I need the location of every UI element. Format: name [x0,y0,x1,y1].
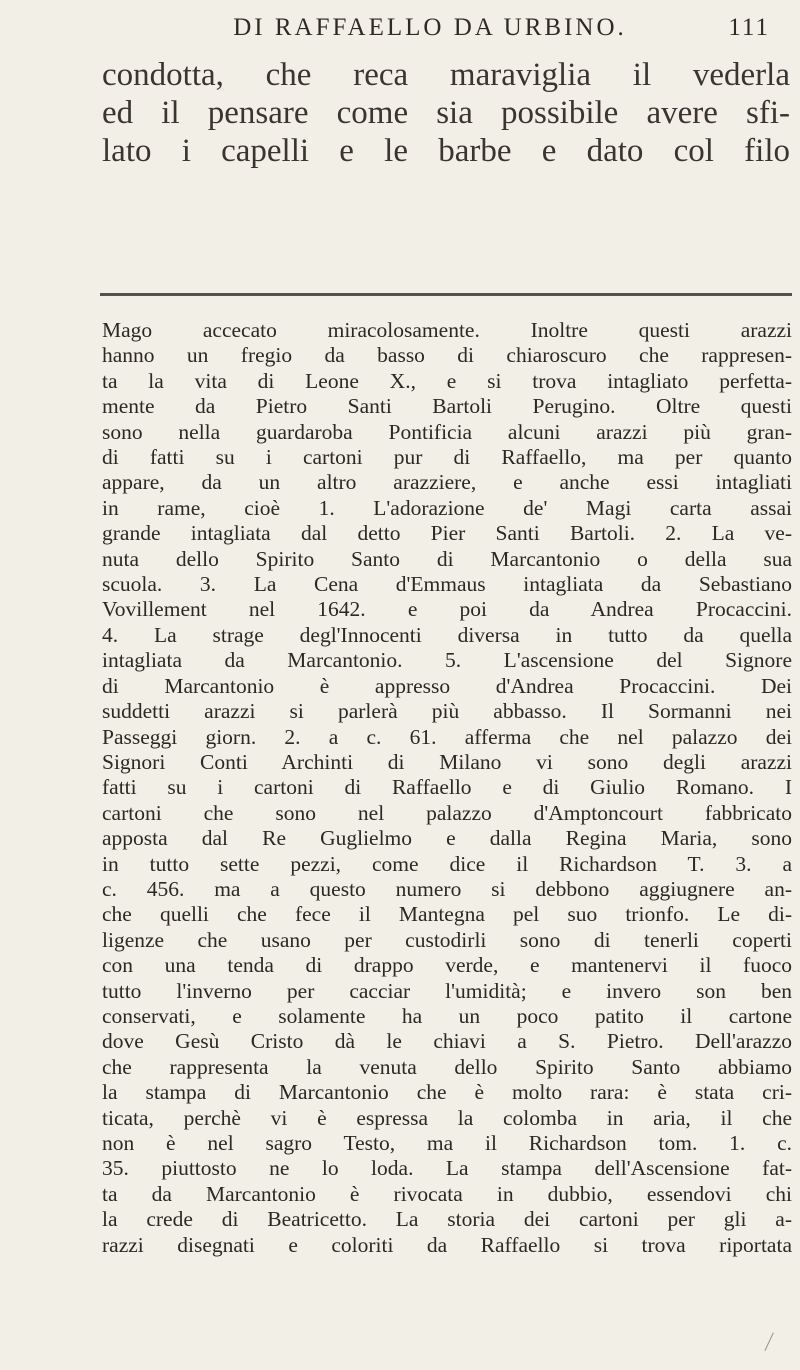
footnote-line: hanno un fregio da basso di chiaroscuro che rappresen- [102,343,792,368]
footnote-line: la crede di Beatricetto. La storia dei cartoni per gli a- [102,1207,792,1232]
running-title: DI RAFFAELLO DA URBINO. [233,14,627,41]
footnote-line: suddetti arazzi si parlerà più abbasso. Il Sormanni nei [102,699,792,724]
footnote-line: con una tenda di drappo verde, e mantenervi il fuoco [102,953,792,978]
footnote-line: razzi disegnati e coloriti da Raffaello si trova riportata [102,1232,792,1257]
footnote-line: che rappresenta la venuta dello Spirito Santo abbiamo [102,1054,792,1079]
footnote-line: nuta dello Spirito Santo di Marcantonio o della sua [102,546,792,571]
main-text-line: ed il pensare come sia possibile avere sfi- [102,95,790,131]
footnote-line: dove Gesù Cristo dà le chiavi a S. Pietro. Dell'arazzo [102,1029,792,1054]
main-text-line: condotta, che reca maraviglia il vederla [102,57,790,93]
footnote-line: conservati, e solamente ha un poco patito il cartone [102,1003,792,1028]
footnote-line: grande intagliata dal detto Pier Santi Bartoli. 2. La ve- [102,521,792,546]
footnote-text [102,318,792,1258]
footnote-line: 4. La strage degl'Innocenti diversa in tutto da quella [102,622,792,647]
footnote-line: Vovillement nel 1642. e poi da Andrea Procaccini. [102,597,792,622]
footnote-line: in tutto sette pezzi, come dice il Richardson T. 3. a [102,851,792,876]
footnote-line: che quelli che fece il Mantegna pel suo trionfo. Le di- [102,902,792,927]
footnote-line: di fatti su i cartoni pur di Raffaello, ma per quanto [102,445,792,470]
running-head [90,14,770,48]
footnote-line: in rame, cioè 1. L'adorazione de' Magi carta assai [102,495,792,520]
footnote-line: mente da Pietro Santi Bartoli Perugino. Oltre questi [102,394,792,419]
pencil-mark [757,1329,774,1351]
page-number: 111 [728,14,770,41]
footnote-line: intagliata da Marcantonio. 5. L'ascensione del Signore [102,648,792,673]
footnote-line: di Marcantonio è appresso d'Andrea Procaccini. Dei [102,673,792,698]
footnote-line: apposta dal Re Guglielmo e dalla Regina Maria, sono [102,826,792,851]
footnote-line: 35. piuttosto ne lo loda. La stampa dell'Ascensione fat- [102,1156,792,1181]
footnote-line: la stampa di Marcantonio che è molto rara: è stata cri- [102,1080,792,1105]
footnote-rule [100,293,792,296]
main-text-line: lato i capelli e le barbe e dato col filo [102,133,790,169]
footnote-line: Mago accecato miracolosamente. Inoltre questi arazzi [102,318,792,342]
footnote-line: tutto l'inverno per cacciar l'umidità; e invero son ben [102,978,792,1003]
footnote-line: non è nel sagro Testo, ma il Richardson tom. 1. c. [102,1131,792,1155]
footnote-line: fatti su i cartoni di Raffaello e di Giulio Romano. I [102,775,792,800]
footnote-line: ligenze che usano per custodirli sono di tenerli coperti [102,927,792,952]
footnote-line: appare, da un altro arazziere, e anche essi intagliati [102,470,792,495]
footnote-line: Passeggi giorn. 2. a c. 61. afferma che nel palazzo dei [102,724,792,749]
footnote-line: Signori Conti Archinti di Milano vi sono degli arazzi [102,749,792,774]
footnote-line: c. 456. ma a questo numero si debbono aggiugnere an- [102,876,792,901]
footnote-line: ticata, perchè vi è espressa la colomba in aria, il che [102,1105,792,1130]
footnote-line: sono nella guardaroba Pontificia alcuni arazzi più gran- [102,419,792,444]
footnote-line: cartoni che sono nel palazzo d'Amptoncourt fabbricato [102,800,792,825]
footnote-line: ta la vita di Leone X., e si trova intagliato perfetta- [102,368,792,393]
footnote-line: ta da Marcantonio è rivocata in dubbio, essendovi chi [102,1181,792,1206]
footnote-line: scuola. 3. La Cena d'Emmaus intagliata da Sebastiano [102,572,792,597]
main-text [102,56,790,170]
